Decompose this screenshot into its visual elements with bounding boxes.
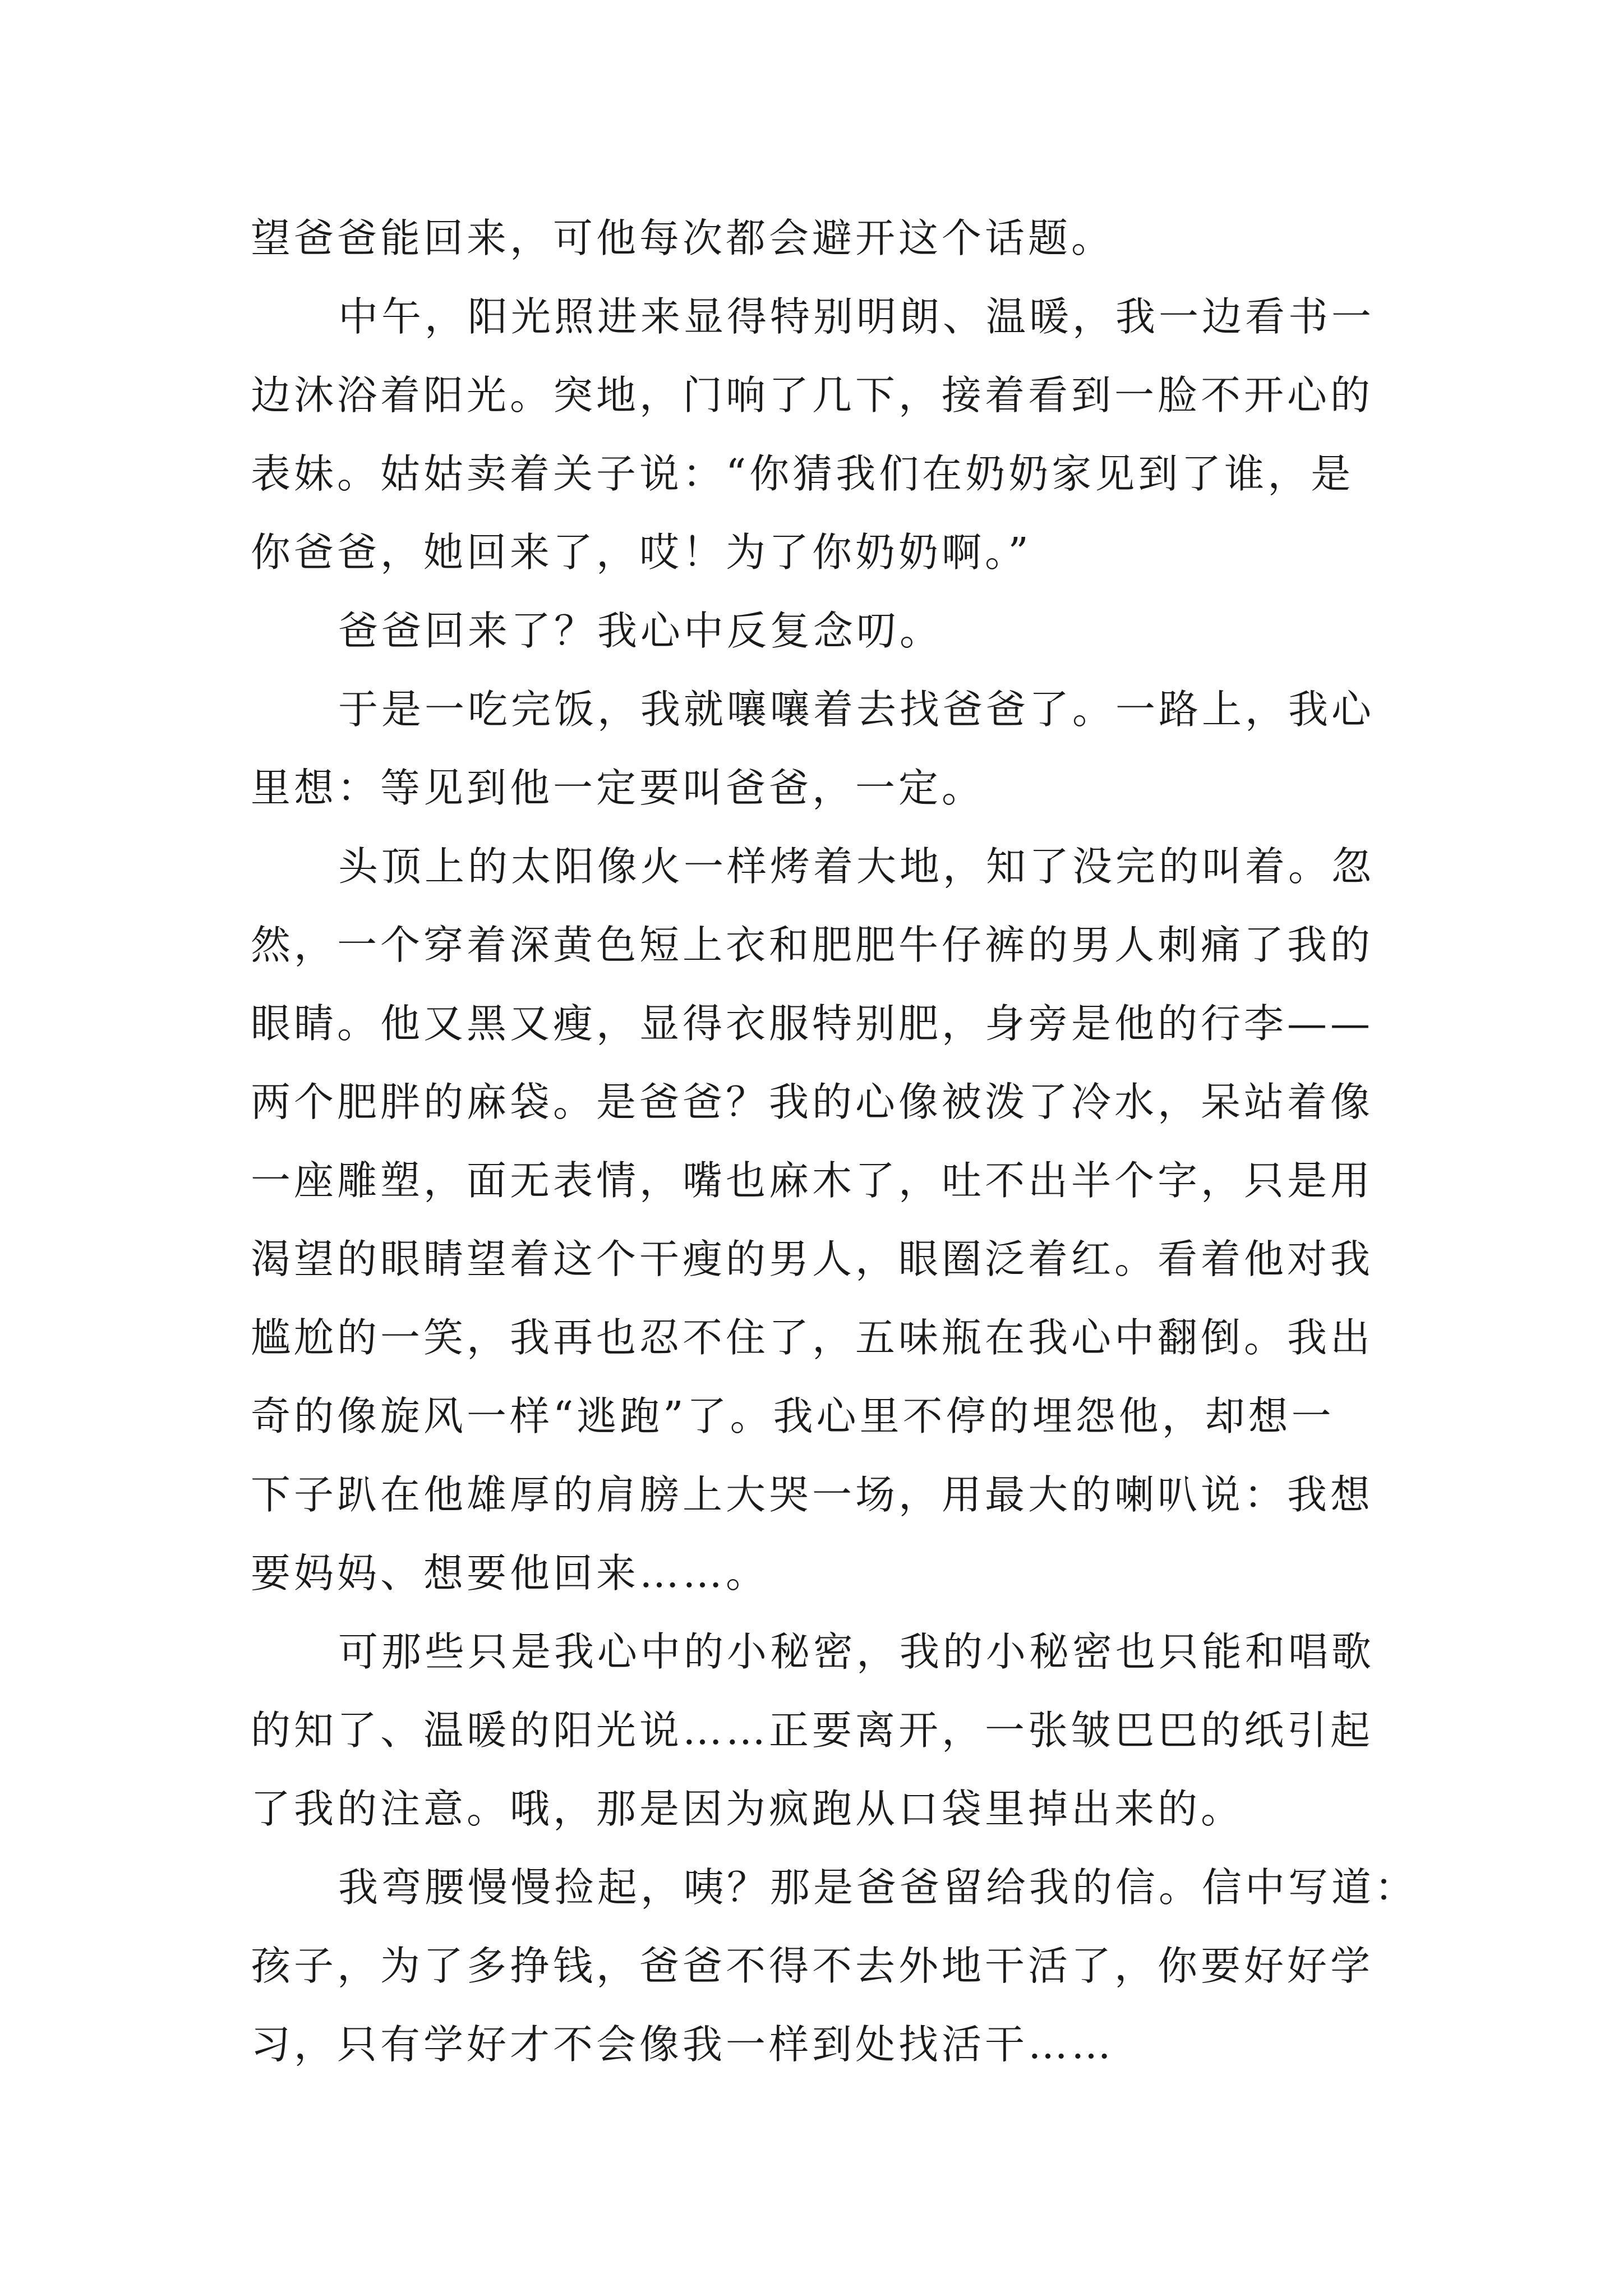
text-line: 边沐浴着阳光。突地，门响了几下，接着看到一脸不开心的 — [251, 372, 1374, 418]
text-line: 望爸爸能回来，可他每次都会避开这个话题。 — [251, 215, 1115, 261]
paragraph-start-line: 头顶上的太阳像火一样烤着大地，知了没完的叫着。忽 — [338, 843, 1375, 890]
text-line: 奇的像旋风一样“逃跑”了。我心里不停的埋怨他，却想一 — [251, 1393, 1335, 1439]
paragraph-start-line: 中午，阳光照进来显得特别明朗、温暖，我一边看书一 — [338, 293, 1375, 340]
text-line: 里想：等见到他一定要叫爸爸，一定。 — [251, 765, 985, 811]
text-line: 表妹。姑姑卖着关子说：“你猜我们在奶奶家见到了谁，是 — [251, 450, 1354, 497]
text-line: 要妈妈、想要他回来……。 — [251, 1550, 769, 1596]
text-line: 然，一个穿着深黄色短上衣和肥肥牛仔裤的男人刺痛了我的 — [251, 922, 1374, 968]
text-line: 孩子，为了多挣钱，爸爸不得不去外地干活了，你要好好学 — [251, 1943, 1374, 1989]
text-line: 了我的注意。哦，那是因为疯跑从口袋里掉出来的。 — [251, 1786, 1244, 1832]
text-line: 一座雕塑，面无表情，嘴也麻木了，吐不出半个字，只是用 — [251, 1157, 1374, 1204]
story-text — [251, 199, 1418, 2084]
paragraph-start-line: 爸爸回来了？我心中反复念叨。 — [338, 608, 943, 654]
text-line: 你爸爸，她回来了，哎！为了你奶奶啊。” — [251, 529, 1032, 576]
paragraph-start-line: 于是一吃完饭，我就嚷嚷着去找爸爸了。一路上，我心 — [338, 686, 1375, 733]
text-line: 习，只有学好才不会像我一样到处找活干…… — [251, 2021, 1115, 2068]
text-line: 尴尬的一笑，我再也忍不住了，五味瓶在我心中翻倒。我出 — [251, 1314, 1374, 1361]
text-line: 渴望的眼睛望着这个干瘦的男人，眼圈泛着红。看着他对我 — [251, 1236, 1374, 1282]
text-line: 的知了、温暖的阳光说……正要离开，一张皱巴巴的纸引起 — [251, 1707, 1374, 1754]
text-line: 下子趴在他雄厚的肩膀上大哭一场，用最大的喇叭说：我想 — [251, 1471, 1374, 1518]
text-line: 两个肥胖的麻袋。是爸爸？我的心像被泼了冷水，呆站着像 — [251, 1079, 1374, 1125]
paragraph-start-line: 我弯腰慢慢捡起，咦？那是爸爸留给我的信。信中写道： — [338, 1864, 1418, 1911]
text-line: 眼睛。他又黑又瘦，显得衣服特别肥，身旁是他的行李—— — [251, 1000, 1374, 1047]
paragraph-start-line: 可那些只是我心中的小秘密，我的小秘密也只能和唱歌 — [338, 1628, 1375, 1675]
